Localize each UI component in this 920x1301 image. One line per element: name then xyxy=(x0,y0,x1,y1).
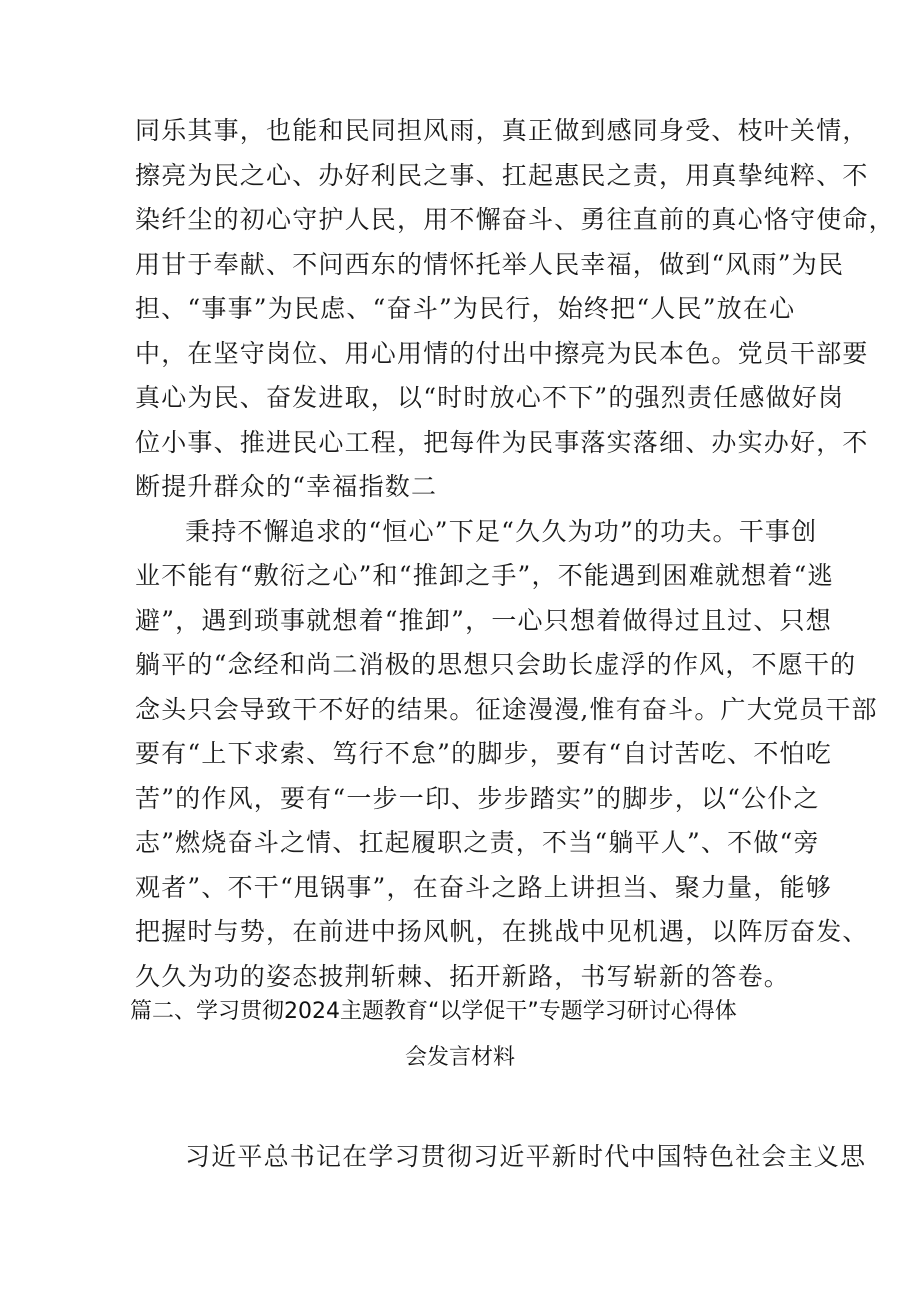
text-line: 久久为功的姿态披荆斩棘、拓开新路，书写崭新的答卷。 xyxy=(135,962,791,991)
text-line: 断提升群众的“幸福指数二 xyxy=(135,472,438,501)
text-line: 念头只会导致干不好的结果。征途漫漫,惟有奋斗。广大党员干部 xyxy=(135,695,878,724)
text-line: 擦亮为民之心、办好利民之事、扛起惠民之责，用真挚纯粹、不 xyxy=(135,161,869,190)
text-line: 习近平总书记在学习贯彻习近平新时代中国特色社会主义思 xyxy=(185,1142,867,1171)
section-heading: 篇二、学习贯彻2024主题教育“以学促干”专题学习研讨心得体 xyxy=(130,999,737,1024)
text-line: 中，在坚守岗位、用心用情的付出中擦亮为民本色。党员干部要 xyxy=(135,339,869,368)
text-line: 要有“上下求索、笃行不怠”的脚步，要有“自讨苦吃、不怕吃 xyxy=(135,739,832,768)
text-line: 把握时与势，在前进中扬风帆，在挑战中见机遇，以阵厉奋发、 xyxy=(135,917,869,946)
text-line: 位小事、推进民心工程，把每件为民事落实落细、办实办好，不 xyxy=(135,428,869,457)
section-subheading: 会发言材料 xyxy=(404,1045,515,1070)
text-line: 志”燃烧奋斗之情、扛起履职之责，不当“躺平人”、不做“旁 xyxy=(135,828,820,857)
text-line: 染纤尘的初心守护人民，用不懈奋斗、勇往直前的真心恪守使命， xyxy=(135,205,895,234)
text-line: 真心为民、奋发进取，以“时时放心不下”的强烈责任感做好岗 xyxy=(135,383,845,412)
text-line: 用甘于奉献、不问西东的情怀托举人民幸福，做到“风雨”为民 xyxy=(135,250,845,279)
text-line: 观者”、不干“甩锅事”，在奋斗之路上讲担当、聚力量，能够 xyxy=(135,873,832,902)
text-line: 担、“事事”为民虑、“奋斗”为民行，始终把“人民”放在心 xyxy=(135,294,796,323)
text-line: 秉持不懈追求的“恒心”下足“久久为功”的功夫。干事创 xyxy=(185,517,818,546)
text-line: 业不能有“敷衍之心”和“推卸之手”，不能遇到困难就想着“逃 xyxy=(135,561,834,590)
text-line: 躺平的“念经和尚二消极的思想只会助长虚浮的作风，不愿干的 xyxy=(135,650,857,679)
text-line: 苦”的作风，要有“一步一印、步步踏实”的脚步，以“公仆之 xyxy=(135,784,820,813)
text-line: 避”，遇到琐事就想着“推卸”，一心只想着做得过且过、只想 xyxy=(135,606,832,635)
text-line: 同乐其事，也能和民同担风雨，真正做到感同身受、枝叶关情， xyxy=(135,116,869,145)
